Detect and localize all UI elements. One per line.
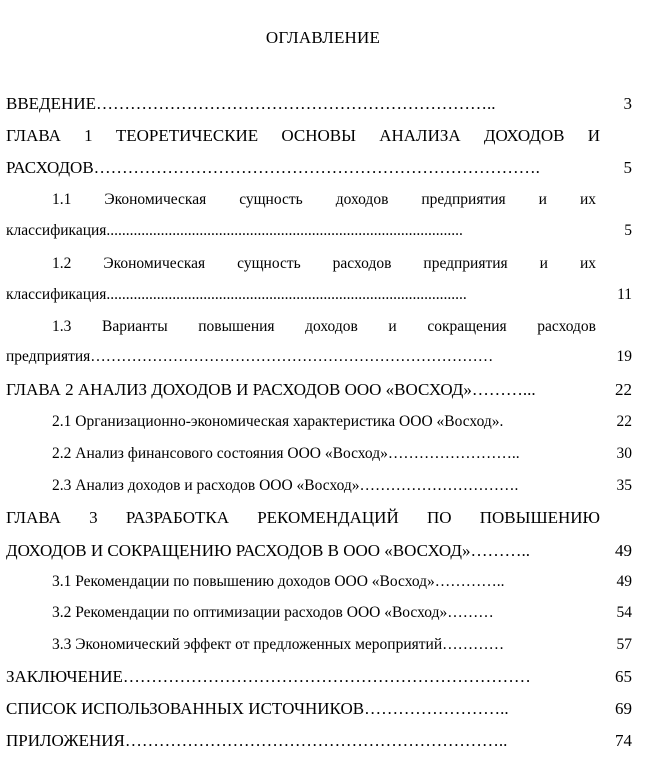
toc-page-section-3-3: 57 xyxy=(616,636,632,653)
toc-entry-section-1-2-line1[interactable]: 1.2 Экономическая сущность расходов предприятия и их xyxy=(52,255,596,272)
toc-page-section-3-2: 54 xyxy=(616,604,632,621)
toc-page-chapter-1: 5 xyxy=(623,158,632,177)
toc-page-conclusion: 65 xyxy=(615,667,632,686)
toc-page-intro: 3 xyxy=(623,94,632,113)
toc-entry-intro[interactable]: ВВЕДЕНИЕ…………………………………………………………….. xyxy=(6,94,496,113)
toc-page-section-2-2: 30 xyxy=(616,445,632,462)
toc-entry-section-1-1-line1[interactable]: 1.1 Экономическая сущность доходов предприятия и их xyxy=(52,191,596,208)
toc-entry-chapter-1-line1[interactable]: ГЛАВА 1 ТЕОРЕТИЧЕСКИЕ ОСНОВЫ АНАЛИЗА ДОХОДОВ И xyxy=(6,126,600,145)
toc-page-appendix: 74 xyxy=(615,731,632,750)
toc-entry-section-1-1-line2[interactable]: классификация............................................................................................ xyxy=(6,222,463,239)
toc-entry-chapter-2[interactable]: ГЛАВА 2 АНАЛИЗ ДОХОДОВ И РАСХОДОВ ООО «ВОСХОД»………... xyxy=(6,380,536,399)
toc-entry-section-2-1[interactable]: 2.1 Организационно-экономическая характеристика ООО «Восход». xyxy=(52,413,504,430)
toc-entry-section-3-2[interactable]: 3.2 Рекомендации по оптимизации расходов ООО «Восход»……… xyxy=(52,604,494,621)
toc-page-section-1-3: 19 xyxy=(616,348,632,365)
toc-page-chapter-2: 22 xyxy=(615,380,632,399)
toc-entry-section-1-3-line2[interactable]: предприятия…………………………………………………………………… xyxy=(6,348,494,365)
toc-page-section-3-1: 49 xyxy=(616,573,632,590)
toc-entry-section-1-2-line2[interactable]: классификация............................................................................................. xyxy=(6,286,467,303)
document-title: ОГЛАВЛЕНИЕ xyxy=(265,28,381,47)
toc-entry-conclusion[interactable]: ЗАКЛЮЧЕНИЕ……………………………………………………………… xyxy=(6,667,531,686)
toc-entry-section-1-3-line1[interactable]: 1.3 Варианты повышения доходов и сокращения расходов xyxy=(52,318,596,335)
toc-entry-chapter-3-line2[interactable]: ДОХОДОВ И СОКРАЩЕНИЮ РАСХОДОВ В ООО «ВОСХОД»……….. xyxy=(6,541,530,560)
toc-entry-section-3-1[interactable]: 3.1 Рекомендации по повышению доходов ООО «Восход»………….. xyxy=(52,573,505,590)
toc-page-section-1-2: 11 xyxy=(617,286,632,303)
toc-entry-chapter-1-line2[interactable]: РАСХОДОВ……………………………………………………………………. xyxy=(6,158,540,177)
toc-page-section-2-3: 35 xyxy=(616,477,632,494)
toc-entry-section-2-2[interactable]: 2.2 Анализ финансового состояния ООО «Восход»…………………….. xyxy=(52,445,520,462)
toc-page-section-2-1: 22 xyxy=(616,413,632,430)
toc-entry-sources[interactable]: СПИСОК ИСПОЛЬЗОВАННЫХ ИСТОЧНИКОВ…………………….. xyxy=(6,699,509,718)
toc-page-chapter-3: 49 xyxy=(615,541,632,560)
toc-entry-section-3-3[interactable]: 3.3 Экономический эффект от предложенных мероприятий………… xyxy=(52,636,505,653)
toc-entry-appendix[interactable]: ПРИЛОЖЕНИЯ………………………………………………………….. xyxy=(6,731,508,750)
toc-entry-chapter-3-line1[interactable]: ГЛАВА 3 РАЗРАБОТКА РЕКОМЕНДАЦИЙ ПО ПОВЫШЕНИЮ xyxy=(6,508,600,527)
toc-entry-section-2-3[interactable]: 2.3 Анализ доходов и расходов ООО «Восход»…………………………. xyxy=(52,477,519,494)
toc-page-section-1-1: 5 xyxy=(624,222,632,239)
toc-page-sources: 69 xyxy=(615,699,632,718)
